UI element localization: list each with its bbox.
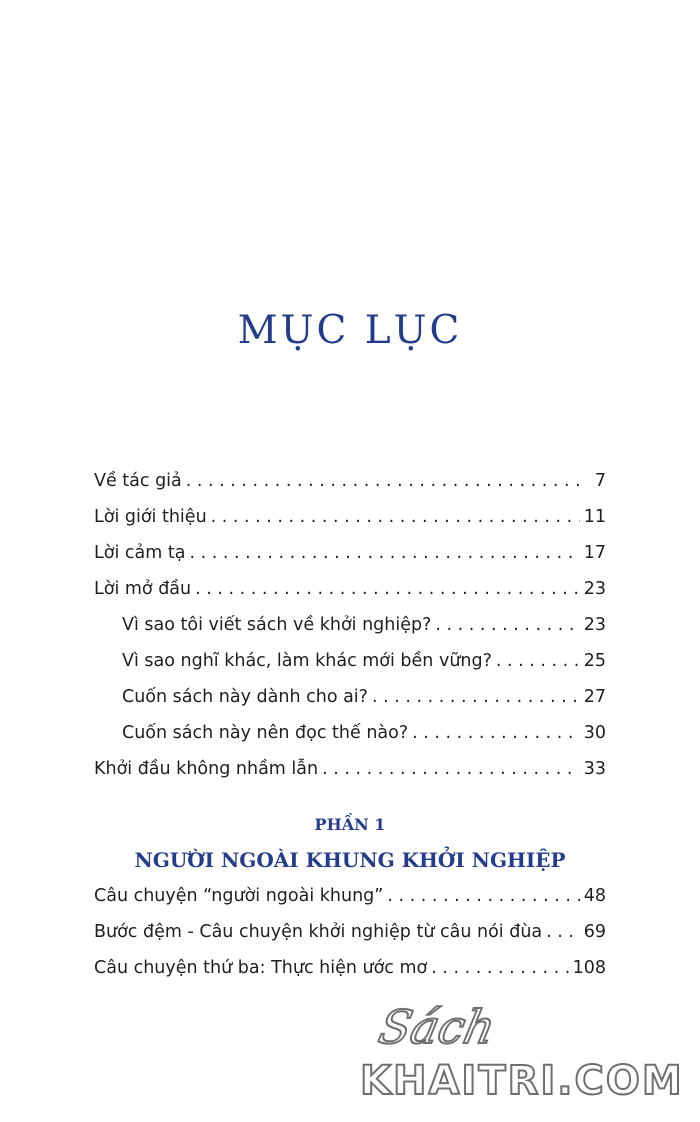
toc-entry-page: 27 [583, 687, 606, 707]
toc-entry-page: 17 [583, 543, 606, 563]
dot-leader [372, 685, 580, 709]
toc-subentry-why-write[interactable] [122, 613, 606, 637]
dot-leader [189, 541, 579, 565]
toc-entry-page: 30 [583, 723, 606, 743]
toc-entry-page: 108 [572, 958, 606, 978]
toc-entry-preface[interactable] [94, 577, 606, 601]
toc-entry-third-story[interactable] [94, 956, 606, 980]
toc-entry-label: Cuốn sách này nên đọc thế nào? [122, 723, 409, 743]
toc-entry-label: Cuốn sách này dành cho ai? [122, 687, 368, 707]
toc-subentry-think-different[interactable] [122, 649, 606, 673]
toc-entry-label: Câu chuyện “người ngoài khung” [94, 886, 384, 906]
page-title: MỤC LỤC [237, 308, 463, 353]
toc-entry-label: Lời mở đầu [94, 579, 192, 599]
toc-entry-acknowledgements[interactable] [94, 541, 606, 565]
toc-entry-label: Lời cảm tạ [94, 543, 186, 563]
toc-entry-start[interactable] [94, 757, 606, 781]
toc-entry-label: Câu chuyện thứ ba: Thực hiện ước mơ [94, 958, 428, 978]
toc-entry-page: 25 [583, 651, 606, 671]
dot-leader [387, 884, 579, 908]
toc-entry-label: Về tác giả [94, 471, 182, 491]
dot-leader [435, 613, 579, 637]
dot-leader [195, 577, 580, 601]
part-number: PHẦN 1 [314, 815, 386, 834]
toc-entry-page: 48 [583, 886, 606, 906]
toc-entry-page: 23 [583, 615, 606, 635]
toc-entry-label: Bước đệm - Câu chuyện khởi nghiệp từ câu nói đùa [94, 922, 543, 942]
dot-leader [322, 757, 580, 781]
dot-leader [412, 721, 580, 745]
toc-entry-page: 7 [594, 471, 606, 491]
watermark-brand-text: KHAITRI.COM [360, 1058, 684, 1104]
toc-entry-label: Khởi đầu không nhầm lẫn [94, 759, 319, 779]
watermark-script-text: Sách [374, 1000, 501, 1054]
toc-entry-page: 11 [583, 507, 606, 527]
toc-entry-page: 33 [583, 759, 606, 779]
toc-subentry-audience[interactable] [122, 685, 606, 709]
dot-leader [186, 469, 584, 493]
toc-entry-introduction[interactable] [94, 505, 606, 529]
watermark-logo [360, 1000, 690, 1110]
dot-leader [496, 649, 580, 673]
toc-entry-page: 23 [583, 579, 606, 599]
toc-entry-stepping-stone[interactable] [94, 920, 606, 944]
dot-leader [211, 505, 580, 529]
dot-leader [546, 920, 580, 944]
toc-entry-label: Vì sao tôi viết sách về khởi nghiệp? [122, 615, 432, 635]
toc-entry-outsider-story[interactable] [94, 884, 606, 908]
dot-leader [431, 956, 568, 980]
toc-entry-label: Lời giới thiệu [94, 507, 207, 527]
toc-entry-label: Vì sao nghĩ khác, làm khác mới bền vững? [122, 651, 492, 671]
toc-entry-about-author[interactable] [94, 469, 606, 493]
toc-entry-page: 69 [583, 922, 606, 942]
part-title: NGƯỜI NGOÀI KHUNG KHỞI NGHIỆP [134, 848, 566, 872]
toc-subentry-how-to-read[interactable] [122, 721, 606, 745]
